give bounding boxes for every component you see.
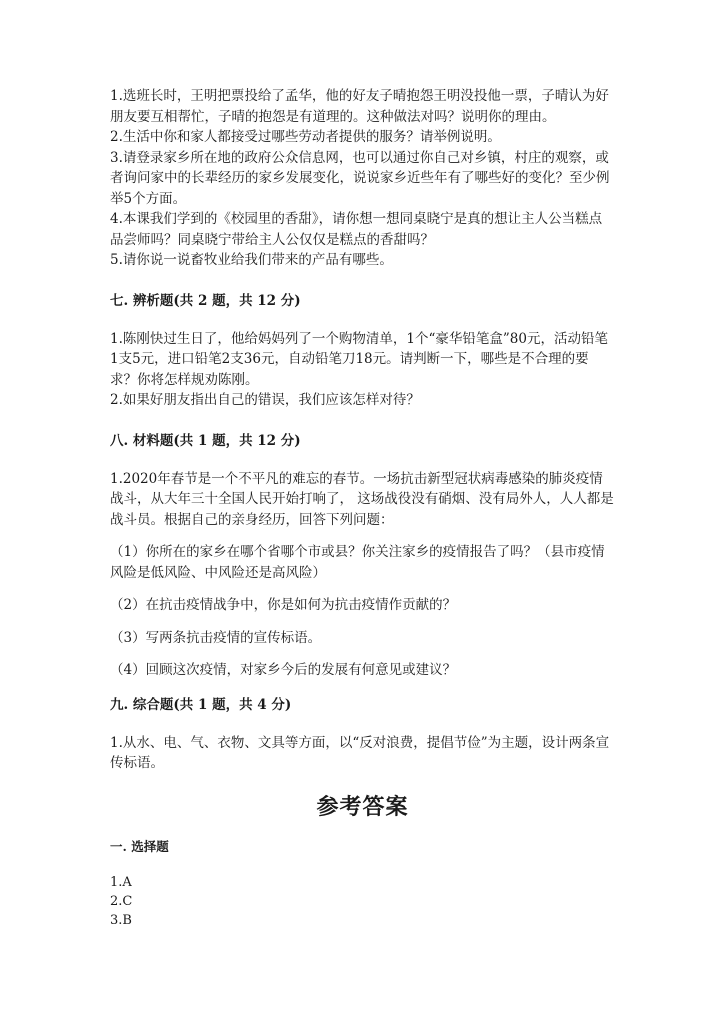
question-6-2: 2.生活中你和家人都接受过哪些劳动者提供的服务？请举例说明。 — [110, 129, 501, 145]
section-8-heading: 八. 材料题(共 1 题，共 12 分) — [110, 432, 301, 449]
question-7-1: 1.陈刚快过生日了，他给妈妈列了一个购物清单，1个“豪华铅笔盒”80元，活动铅笔1支5元，进口铅笔2支36元，自动铅笔刀18元。请判断一下，哪些是不合理的要求？你将怎样规劝陈刚。 — [110, 330, 608, 388]
answers-section-heading: 一. 选择题 — [110, 838, 169, 854]
answer-item: 3.B — [110, 912, 132, 928]
material-intro: 1.2020年春节是一个不平凡的难忘的春节。一场抗击新型冠状病毒感染的肺炎疫情战斗，从大年三十全国人民开始打响了， 这场战役没有硝烟、没有局外人，人人都是战斗员。根据自己的亲身经历，回答下列问题： — [110, 470, 614, 528]
material-question-2: （2）在抗击疫情战争中，你是如何为抗击疫情作贡献的？ — [110, 597, 457, 613]
question-6-1: 1.选班长时，王明把票投给了孟华，他的好友子晴抱怨王明没投他一票，子晴认为好朋友要互相帮忙，子晴的抱怨是有道理的。这种做法对吗？说明你的理由。 — [110, 88, 609, 125]
document-page — [110, 86, 615, 930]
answers-list — [110, 873, 615, 930]
answers-title: 参考答案 — [316, 793, 409, 820]
answer-item: 1.A — [110, 874, 132, 890]
material-question-1: （1）你所在的家乡在哪个省哪个市或县？你关注家乡的疫情报告了吗？（县市疫情风险是低风险、中风险还是高风险） — [110, 544, 605, 581]
answer-item: 2.C — [110, 893, 133, 909]
section-9-heading: 九. 综合题(共 1 题，共 4 分) — [110, 696, 292, 713]
material-question-3: （3）写两条抗击疫情的宣传标语。 — [110, 629, 322, 646]
question-6-3: 3.请登录家乡所在地的政府公众信息网，也可以通过你自己对乡镇，村庄的观察，或者询问家中的长辈经历的家乡发展变化，说说家乡近些年有了哪些好的变化？至少例举5个方面。 — [110, 149, 610, 207]
section-7-heading: 七. 辨析题(共 2 题，共 12 分) — [110, 292, 301, 309]
question-7-2: 2.如果好朋友指出自己的错误，我们应该怎样对待？ — [110, 392, 420, 408]
question-9-1: 1.从水、电、气、衣物、文具等方面，以“反对浪费，提倡节俭”为主题，设计两条宣传标语。 — [110, 734, 610, 771]
question-6-5: 5.请你说一说畜牧业给我们带来的产品有哪些。 — [110, 252, 393, 268]
material-question-4: （4）回顾这次疫情，对家乡今后的发展有何意见或建议？ — [110, 662, 457, 678]
question-6-4: 4.本课我们学到的《校园里的香甜》，请你想一想同桌晓宁是真的想让主人公当糕点品尝师吗？同桌晓宁带给主人公仅仅是糕点的香甜吗？ — [110, 211, 603, 248]
